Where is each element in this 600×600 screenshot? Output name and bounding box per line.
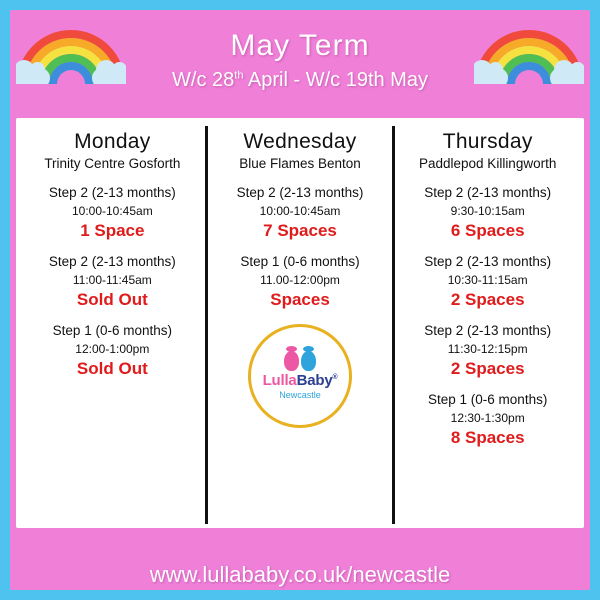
class-slot (214, 254, 387, 310)
date-range-pre: W/c 28 (172, 68, 235, 91)
class-time: 10:30-11:15am (447, 272, 528, 287)
brand-trademark: ® (332, 374, 338, 382)
class-time: 9:30-10:15am (450, 203, 525, 218)
class-slot (401, 254, 574, 310)
date-range-post: April - W/c 19th May (243, 68, 428, 91)
status-badge: 2 Spaces (450, 358, 525, 378)
schedule-column-monday (20, 126, 205, 524)
class-step: Step 2 (2-13 months) (236, 185, 364, 200)
class-time: 11.00-12:00pm (260, 272, 340, 287)
class-slot (26, 254, 199, 310)
class-slot (26, 323, 199, 379)
class-time: 10:00-10:45am (259, 203, 341, 218)
date-range-ordinal: th (234, 68, 244, 81)
venue-name: Paddlepod Killingworth (419, 156, 557, 171)
poster-header (10, 10, 590, 110)
brand-name-second: Baby (296, 372, 333, 390)
day-heading: Wednesday (243, 130, 357, 153)
brand-logo (248, 324, 352, 428)
class-slot (26, 185, 199, 241)
brand-name-first: Lulla (262, 372, 297, 390)
class-step: Step 2 (2-13 months) (424, 185, 552, 200)
schedule-column-thursday (392, 126, 580, 524)
class-step: Step 2 (2-13 months) (48, 185, 176, 200)
class-step: Step 1 (0-6 months) (52, 322, 172, 338)
schedule-column-wednesday (205, 126, 393, 524)
status-badge: 7 Spaces (263, 220, 337, 240)
brand-name (263, 373, 338, 388)
page-title: May Term (230, 28, 370, 62)
class-step: Step 1 (0-6 months) (428, 391, 548, 407)
footprint-icon-pink (284, 351, 299, 371)
class-slot (401, 185, 574, 241)
status-badge: Spaces (270, 289, 330, 309)
footprint-icon-blue (301, 351, 316, 371)
status-badge: Sold Out (76, 358, 148, 378)
status-badge: 6 Spaces (450, 220, 525, 240)
schedule-panel (16, 118, 584, 528)
status-badge: Sold Out (76, 289, 148, 309)
venue-name: Blue Flames Benton (239, 156, 361, 171)
class-slot (401, 323, 574, 379)
website-url[interactable]: www.lullababy.co.uk/newcastle (149, 562, 451, 587)
status-badge: 1 Space (80, 220, 145, 240)
status-badge: 2 Spaces (450, 289, 525, 309)
brand-location: Newcastle (279, 390, 321, 401)
date-range (172, 69, 428, 92)
baby-feet-icon (284, 351, 316, 371)
class-time: 12:00-1:00pm (75, 341, 150, 356)
class-step: Step 2 (2-13 months) (424, 253, 552, 269)
class-time: 10:00-10:45am (71, 203, 153, 218)
class-step: Step 2 (2-13 months) (48, 253, 176, 269)
class-slot (214, 185, 387, 241)
class-time: 12:30-1:30pm (450, 410, 525, 425)
class-slot (401, 392, 574, 448)
class-step: Step 2 (2-13 months) (424, 322, 552, 338)
status-badge: 8 Spaces (450, 427, 525, 447)
venue-name: Trinity Centre Gosforth (44, 156, 181, 171)
day-heading: Thursday (442, 130, 533, 153)
class-time: 11:00-11:45am (72, 272, 152, 287)
day-heading: Monday (74, 130, 151, 153)
class-time: 11:30-12:15pm (447, 341, 528, 356)
class-step: Step 1 (0-6 months) (240, 253, 360, 269)
